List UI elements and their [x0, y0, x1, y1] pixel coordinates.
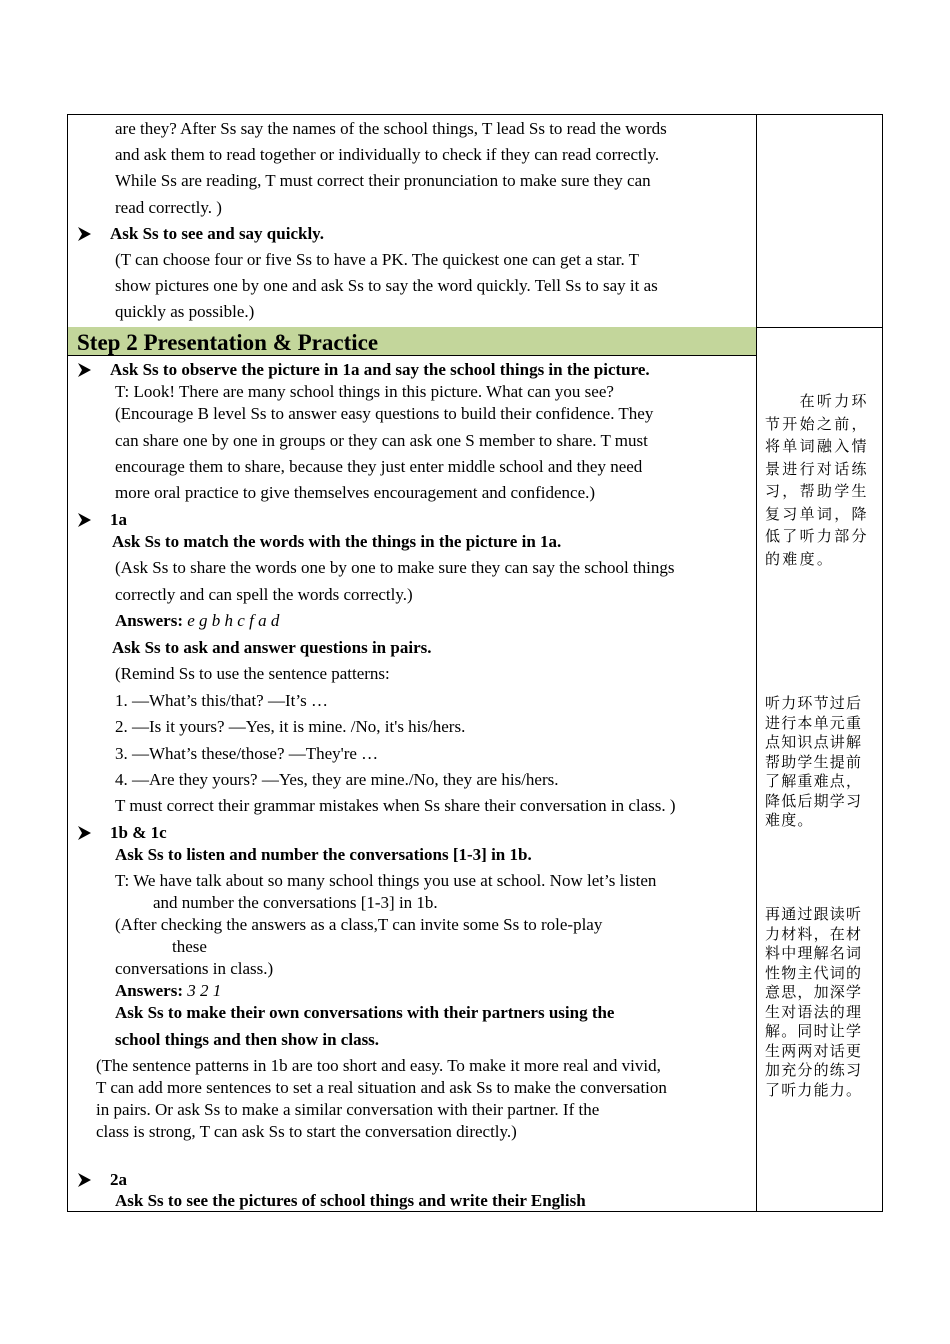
text-line: (Ask Ss to share the words one by one to make sure they can say the school things: [115, 558, 675, 577]
task-line: Ask Ss to see the pictures of school things and write their English: [115, 1191, 586, 1210]
section-label-1a: 1a: [110, 510, 127, 529]
pattern-line: 2. —Is it yours? —Yes, it is mine. /No, it's his/hers.: [115, 717, 466, 736]
section-label-2a: 2a: [110, 1170, 127, 1189]
text-line: (Encourage B level Ss to answer easy questions to build their confidence. They: [115, 404, 654, 423]
bullet-arrow-icon: [78, 227, 91, 241]
task-line: Ask Ss to listen and number the conversations [1-3] in 1b.: [115, 845, 532, 864]
pattern-line: 1. —What’s this/that? —It’s …: [115, 691, 328, 710]
side-note-3: 再通过跟读听力材料，在材料中理解名词性物主代词的意思，加深学生对语法的理解。同时让学生两两对话更加充分的练习了听力能力。: [765, 905, 863, 1099]
text-line: and number the conversations [1-3] in 1b.: [153, 893, 438, 912]
pattern-line: 4. —Are they yours? —Yes, they are mine./No, they are his/hers.: [115, 770, 559, 789]
bullet-arrow-icon: [78, 1173, 91, 1187]
text-line: more oral practice to give themselves encouragement and confidence.): [115, 483, 596, 502]
text-line: While Ss are reading, T must correct their pronunciation to make sure they can: [115, 171, 651, 190]
column-divider: [756, 115, 757, 1211]
text-line: read correctly. ): [115, 198, 222, 217]
row-divider: [756, 327, 882, 328]
text-line: and ask them to read together or individually to check if they can read correctly.: [115, 145, 660, 164]
section-label-1b-1c: 1b & 1c: [110, 823, 167, 842]
task-line: Ask Ss to match the words with the things in the picture in 1a.: [112, 532, 562, 551]
text-line: (T can choose four or five Ss to have a PK. The quickest one can get a star. T: [115, 250, 640, 269]
answers-label: Answers:: [115, 981, 183, 1000]
text-line: these: [172, 937, 207, 956]
answers-value: 3 2 1: [187, 981, 222, 1000]
text-line: T: Look! There are many school things in this picture. What can you see?: [115, 382, 614, 401]
text-line: can share one by one in groups or they can ask one S member to share. T must: [115, 431, 648, 450]
answers-label: Answers:: [115, 611, 183, 630]
side-note-2: 听力环节过后进行本单元重点知识点讲解帮助学生提前了解重难点，降低后期学习难度。: [765, 694, 863, 829]
task-line: Ask Ss to make their own conversations with their partners using the: [115, 1003, 615, 1022]
pattern-line: 3. —What’s these/those? —They're …: [115, 744, 379, 763]
text-line: are they? After Ss say the names of the school things, T lead Ss to read the words: [115, 119, 667, 138]
task-line: Ask Ss to ask and answer questions in pairs.: [112, 638, 432, 657]
text-line: (The sentence patterns in 1b are too short and easy. To make it more real and vivid,: [96, 1056, 661, 1075]
text-line: encourage them to share, because they just enter middle school and they need: [115, 457, 643, 476]
side-note-1: 在听力环节开始之前，将单词融入情景进行对话练习，帮助学生复习单词，降低了听力部分的难度。: [765, 392, 869, 568]
text-line: T: We have talk about so many school things you use at school. Now let’s listen: [115, 871, 657, 890]
bullet-title: Ask Ss to observe the picture in 1a and say the school things in the picture.: [110, 360, 650, 379]
text-line: in pairs. Or ask Ss to make a similar conversation with their partner. If the: [96, 1100, 600, 1119]
text-line: (Remind Ss to use the sentence patterns:: [115, 664, 390, 683]
bullet-arrow-icon: [78, 513, 91, 527]
text-line: T must correct their grammar mistakes when Ss share their conversation in class. ): [115, 796, 676, 815]
text-line: (After checking the answers as a class,T can invite some Ss to role-play: [115, 915, 603, 934]
text-line: class is strong, T can ask Ss to start the conversation directly.): [96, 1122, 517, 1141]
answers-value: e g b h c f a d: [187, 611, 280, 630]
step2-heading: Step 2 Presentation & Practice: [77, 330, 379, 355]
answers-line: [115, 980, 221, 1002]
bullet-arrow-icon: [78, 826, 91, 840]
bullet-arrow-icon: [78, 363, 91, 377]
text-line: T can add more sentences to set a real situation and ask Ss to make the conversation: [96, 1078, 667, 1097]
text-line: quickly as possible.): [115, 302, 255, 321]
task-line: school things and then show in class.: [115, 1030, 380, 1049]
answers-line: [115, 610, 279, 632]
lesson-plan-table: [67, 114, 883, 1212]
text-line: conversations in class.): [115, 959, 274, 978]
text-line: show pictures one by one and ask Ss to say the word quickly. Tell Ss to say it as: [115, 276, 658, 295]
bullet-title: Ask Ss to see and say quickly.: [110, 224, 324, 243]
text-line: correctly and can spell the words correctly.): [115, 585, 413, 604]
